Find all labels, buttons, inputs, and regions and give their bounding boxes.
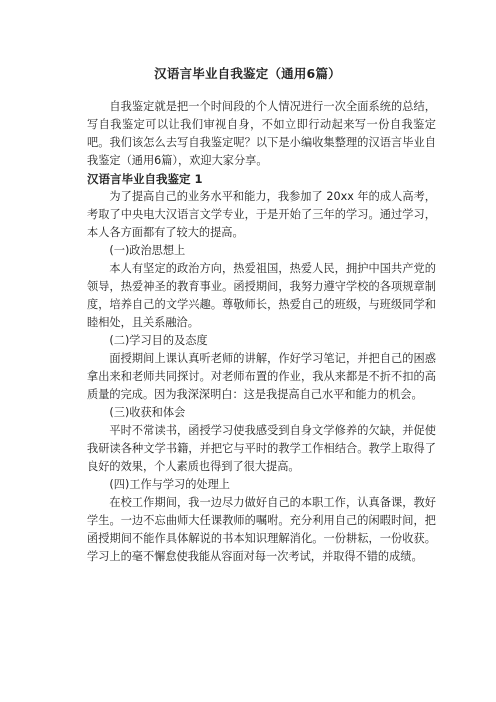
intro-paragraph: 自我鉴定就是把一个时间段的个人情况进行一次全面系统的总结，写自我鉴定可以让我们审视自身，不如立即行动起来写一份自我鉴定吧。我们该怎么去写自我鉴定呢？以下是小编收集整理的汉语言毕业自我鉴定（通用6篇），欢迎大家分享。: [87, 100, 436, 167]
subsection-body-work-study: 在校工作期间，我一边尽力做好自己的本职工作，认真备课，教好学生。一边不忘曲师大任课教师的嘱咐。充分利用自己的闲暇时间，把函授期间不能作具体解说的书本知识理解消化。一份耕耘，一份收获。学习上的毫不懈怠使我能从容面对每一次考试，并取得不错的成绩。: [87, 496, 436, 563]
section-intro-paragraph: 为了提高自己的业务水平和能力，我参加了 20xx 年的成人高考，考取了中央电大汉语言文学专业，于是开始了三年的学习。通过学习，本人各方面都有了较大的提高。: [87, 190, 436, 239]
document-title: 汉语言毕业自我鉴定（通用6篇）: [154, 66, 341, 81]
subsection-heading-politics: (一)政治思想上: [109, 244, 186, 257]
subsection-heading-gains: (三)收获和体会: [109, 406, 186, 419]
subsection-body-gains: 平时不常读书，函授学习使我感受到自身文学修养的欠缺，并促使我研读各种文学书籍，并把它与平时的教学工作相结合。教学上取得了良好的效果，个人素质也得到了很大提高。: [87, 424, 436, 473]
subsection-heading-study-attitude: (二)学习目的及态度: [109, 334, 208, 347]
subsection-body-politics: 本人有坚定的政治方向，热爱祖国，热爱人民，拥护中国共产党的领导，热爱神圣的教育事业。函授期间，我努力遵守学校的各项规章制度，培养自己的文学兴趣。尊敬师长，热爱自己的班级，与班级同学和睦相处，且关系融洽。: [87, 262, 436, 329]
section-heading: 汉语言毕业自我鉴定 1: [87, 172, 203, 186]
subsection-heading-work-study: (四)工作与学习的处理上: [109, 478, 230, 491]
subsection-body-study-attitude: 面授期间上课认真听老师的讲解，作好学习笔记，并把自己的困惑拿出来和老师共同探讨。对老师布置的作业，我从来都是不折不扣的高质量的完成。因为我深深明白：这是我提高自己水平和能力的机会。: [87, 352, 436, 401]
